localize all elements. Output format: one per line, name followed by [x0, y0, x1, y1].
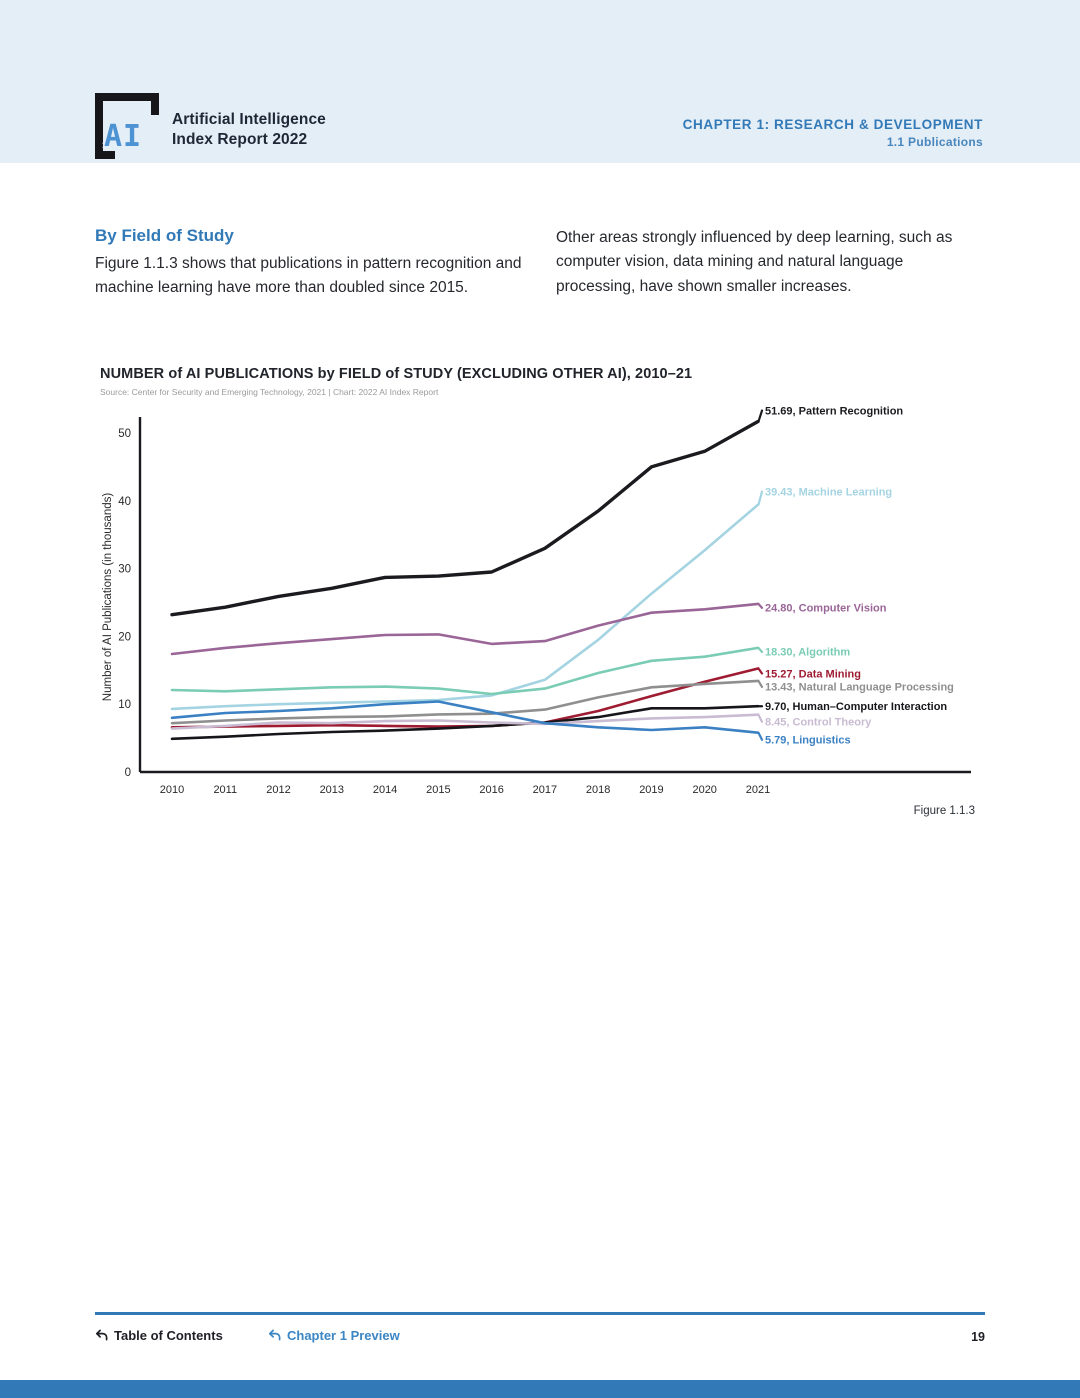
intro-paragraph-left: Figure 1.1.3 shows that publications in pattern recognition and machine learning have more than doubled since 2015.: [95, 255, 522, 297]
chapter-preview-label: Chapter 1 Preview: [287, 1328, 400, 1343]
series-end-label: 18.30, Algorithm: [765, 646, 851, 659]
svg-text:2010: 2010: [159, 784, 185, 796]
series-end-label: 13.43, Natural Language Processing: [765, 681, 954, 694]
svg-text:2011: 2011: [213, 784, 238, 796]
table-of-contents-link[interactable]: [95, 1328, 223, 1343]
series-line-machine-learning: [172, 505, 758, 709]
svg-text:2015: 2015: [426, 784, 451, 796]
return-arrow-icon: [268, 1329, 281, 1342]
section-heading: By Field of Study: [95, 226, 234, 245]
svg-text:30: 30: [118, 563, 131, 576]
svg-text:2012: 2012: [266, 784, 291, 796]
svg-text:40: 40: [118, 495, 131, 508]
brand-line2: Index Report 2022: [172, 131, 308, 149]
svg-text:2016: 2016: [479, 784, 504, 796]
svg-text:0: 0: [124, 767, 131, 779]
svg-text:2014: 2014: [372, 784, 398, 796]
intro-paragraph-right: Other areas strongly influenced by deep learning, such as computer vision, data mining and natural language processing, have shown smaller increases.: [556, 229, 953, 295]
figure-caption: Figure 1.1.3: [913, 805, 975, 817]
page-number: 19: [971, 1330, 985, 1344]
series-line-computer-vision: [172, 604, 758, 654]
svg-text:2020: 2020: [692, 784, 717, 796]
series-end-label: 39.43, Machine Learning: [765, 486, 893, 499]
line-chart: [90, 398, 980, 840]
table-of-contents-label: Table of Contents: [114, 1328, 223, 1343]
svg-text:10: 10: [118, 699, 131, 712]
svg-text:2013: 2013: [319, 784, 345, 796]
bottom-accent-bar: [0, 1380, 1080, 1398]
series-end-label: 8.45, Control Theory: [765, 716, 872, 729]
svg-text:2018: 2018: [585, 784, 611, 796]
svg-text:20: 20: [118, 631, 131, 644]
chart-title: NUMBER of AI PUBLICATIONS by FIELD of STUDY (EXCLUDING OTHER AI), 2010–21: [100, 366, 693, 382]
series-line-pattern-recognition: [172, 422, 758, 615]
header-band: [0, 0, 1080, 163]
svg-text:50: 50: [118, 428, 131, 440]
logo-ai-text: AI: [104, 119, 143, 154]
series-end-label: 15.27, Data Mining: [765, 668, 861, 681]
brand-title: [172, 110, 326, 150]
chart-source: Source: Center for Security and Emerging Technology, 2021 | Chart: 2022 AI Index Report: [100, 387, 439, 397]
series-end-label: 24.80, Computer Vision: [765, 602, 887, 615]
return-arrow-icon: [95, 1329, 108, 1342]
series-end-label: 9.70, Human–Computer Interaction: [765, 701, 948, 714]
series-end-label: 5.79, Linguistics: [765, 734, 851, 747]
section-title: 1.1 Publications: [886, 135, 983, 149]
chapter-preview-link[interactable]: [268, 1328, 400, 1343]
brand-line1: Artificial Intelligence: [172, 111, 326, 128]
svg-text:2017: 2017: [532, 784, 558, 796]
series-end-label: 51.69, Pattern Recognition: [765, 405, 904, 418]
chapter-header: [683, 117, 983, 149]
ai-index-logo-icon: [95, 93, 159, 159]
svg-text:2021: 2021: [745, 784, 771, 796]
y-axis-title: Number of AI Publications (in thousands): [102, 492, 114, 702]
svg-text:2019: 2019: [639, 784, 664, 796]
footer-divider: [95, 1312, 985, 1315]
chapter-title: CHAPTER 1: RESEARCH & DEVELOPMENT: [682, 117, 983, 132]
